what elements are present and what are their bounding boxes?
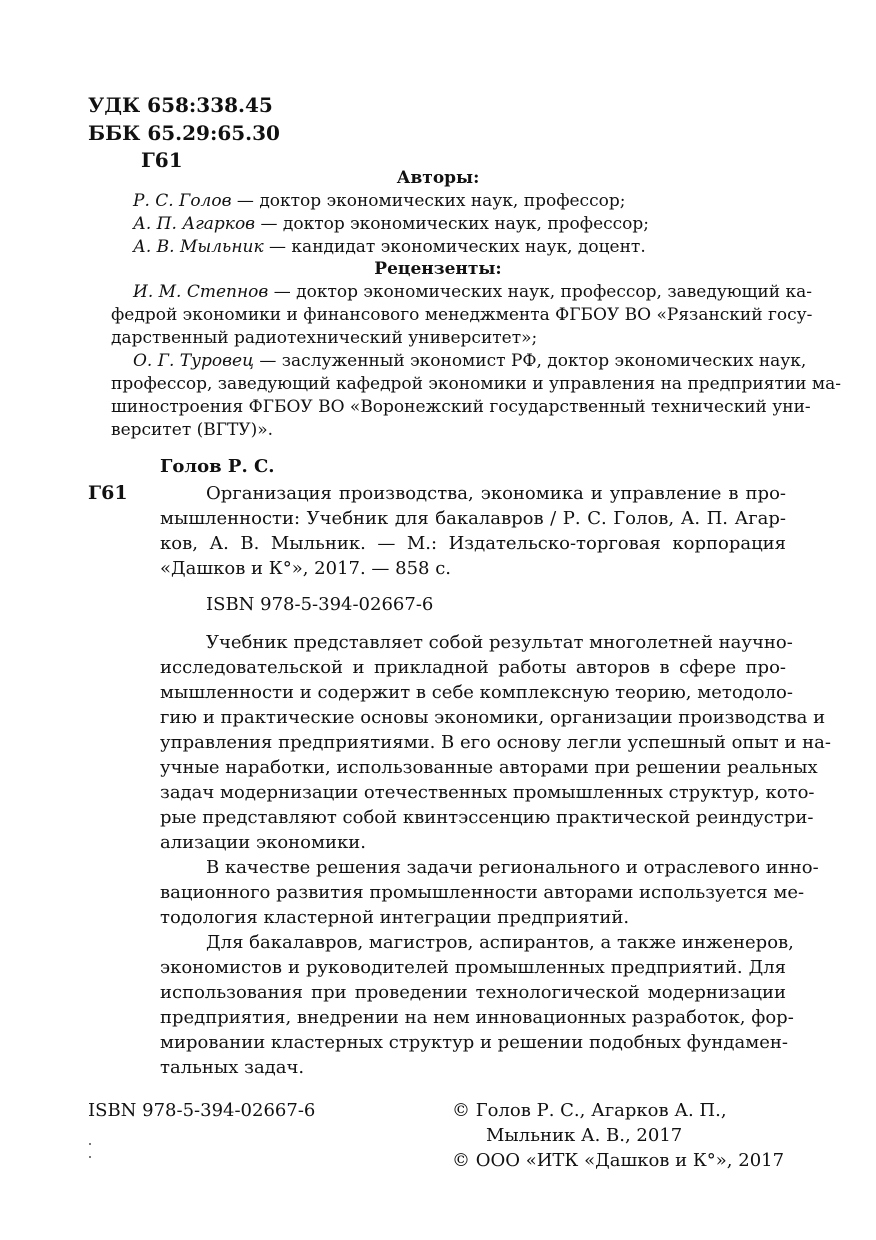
abstract-line: учные наработки, использованные авторами при решении реальных (160, 757, 818, 778)
copyright-line: Мыльник А. В., 2017 (486, 1125, 683, 1146)
abstract-line: предприятия, внедрении на нем инновационных разработок, фор- (160, 1007, 794, 1028)
author-line (133, 213, 649, 236)
abstract-line: Для бакалавров, магистров, аспирантов, а также инженеров, (206, 932, 794, 953)
author-mark-left: Г61 (88, 482, 128, 504)
abstract-line: использования при проведении технологической модернизации (160, 982, 786, 1003)
bbk-code: ББК 65.29:65.30 (88, 121, 280, 145)
reviewer-name: О. Г. Туровец (133, 351, 254, 371)
isbn-footer: ISBN 978-5-394-02667-6 (88, 1100, 316, 1121)
reviewer-1-line: федрой экономики и финансового менеджмента ФГБОУ ВО «Рязанский госу- (111, 305, 813, 325)
margin-mark (89, 1143, 91, 1145)
abstract-line: мышленности и содержит в себе комплексную теорию, методоло- (160, 682, 793, 703)
reviewer-name: И. М. Степнов (133, 282, 269, 302)
abstract-line: исследовательской и прикладной работы авторов в сфере про- (160, 657, 786, 678)
isbn-main: ISBN 978-5-394-02667-6 (206, 594, 434, 615)
bib-description-line: мышленности: Учебник для бакалавров / Р. С. Голов, А. П. Агар- (160, 508, 786, 529)
author-line (133, 190, 625, 213)
reviewer-1-line: дарственный радиотехнический университет»; (111, 328, 538, 348)
copyright-line: © ООО «ИТК «Дашков и К°», 2017 (452, 1150, 785, 1171)
margin-mark (89, 1156, 91, 1158)
copyright-line: © Голов Р. С., Агарков А. П., (452, 1100, 727, 1121)
abstract-line: тальных задач. (160, 1057, 305, 1078)
author-name: А. В. Мыльник (133, 237, 264, 257)
author-line (133, 236, 646, 259)
author-mark: Г61 (141, 148, 183, 172)
bib-description-line: «Дашков и К°», 2017. — 858 с. (160, 558, 452, 579)
reviewer-2-line: шиностроения ФГБОУ ВО «Воронежский государственный технический уни- (111, 397, 811, 417)
bib-description-line: ков, А. В. Мыльник. — М.: Издательско-торговая корпорация (160, 533, 786, 554)
authors-heading: Авторы: (396, 168, 480, 188)
author-title: — доктор экономических наук, профессор; (255, 214, 650, 234)
abstract-line: Учебник представляет собой результат многолетней научно- (206, 632, 793, 653)
udk-code: УДК 658:338.45 (88, 93, 273, 117)
abstract-line: мировании кластерных структур и решении подобных фундамен- (160, 1032, 788, 1053)
reviewer-2-line: О. Г. Туровец — заслуженный экономист РФ, доктор экономических наук, (133, 351, 807, 371)
author-title: — доктор экономических наук, профессор; (231, 191, 626, 211)
abstract-line: ализации экономики. (160, 832, 366, 853)
abstract-line: тодология кластерной интеграции предприятий. (160, 907, 630, 928)
reviewers-heading: Рецензенты: (374, 259, 502, 279)
abstract-line: задач модернизации отечественных промышленных структур, кото- (160, 782, 815, 803)
abstract-line: вационного развития промышленности авторами используется ме- (160, 882, 805, 903)
reviewer-2-line: профессор, заведующий кафедрой экономики и управления на предприятии ма- (111, 374, 842, 394)
abstract-line: экономистов и руководителей промышленных предприятий. Для (160, 957, 786, 978)
abstract-line: гию и практические основы экономики, организации производства и (160, 707, 826, 728)
author-name: А. П. Агарков (133, 214, 256, 234)
bib-description-line: Организация производства, экономика и управление в про- (206, 483, 786, 504)
abstract-line: В качестве решения задачи регионального и отраслевого инно- (206, 857, 819, 878)
reviewer-2-line: верситет (ВГТУ)». (111, 420, 274, 440)
author-title: — кандидат экономических наук, доцент. (263, 237, 646, 257)
reviewer-1-line: И. М. Степнов — доктор экономических наук, профессор, заведующий ка- (133, 282, 813, 302)
main-author: Голов Р. С. (160, 456, 275, 477)
author-name: Р. С. Голов (133, 191, 232, 211)
abstract-line: управления предприятиями. В его основу легли успешный опыт и на- (160, 732, 831, 753)
abstract-line: рые представляют собой квинтэссенцию практической реиндустри- (160, 807, 814, 828)
